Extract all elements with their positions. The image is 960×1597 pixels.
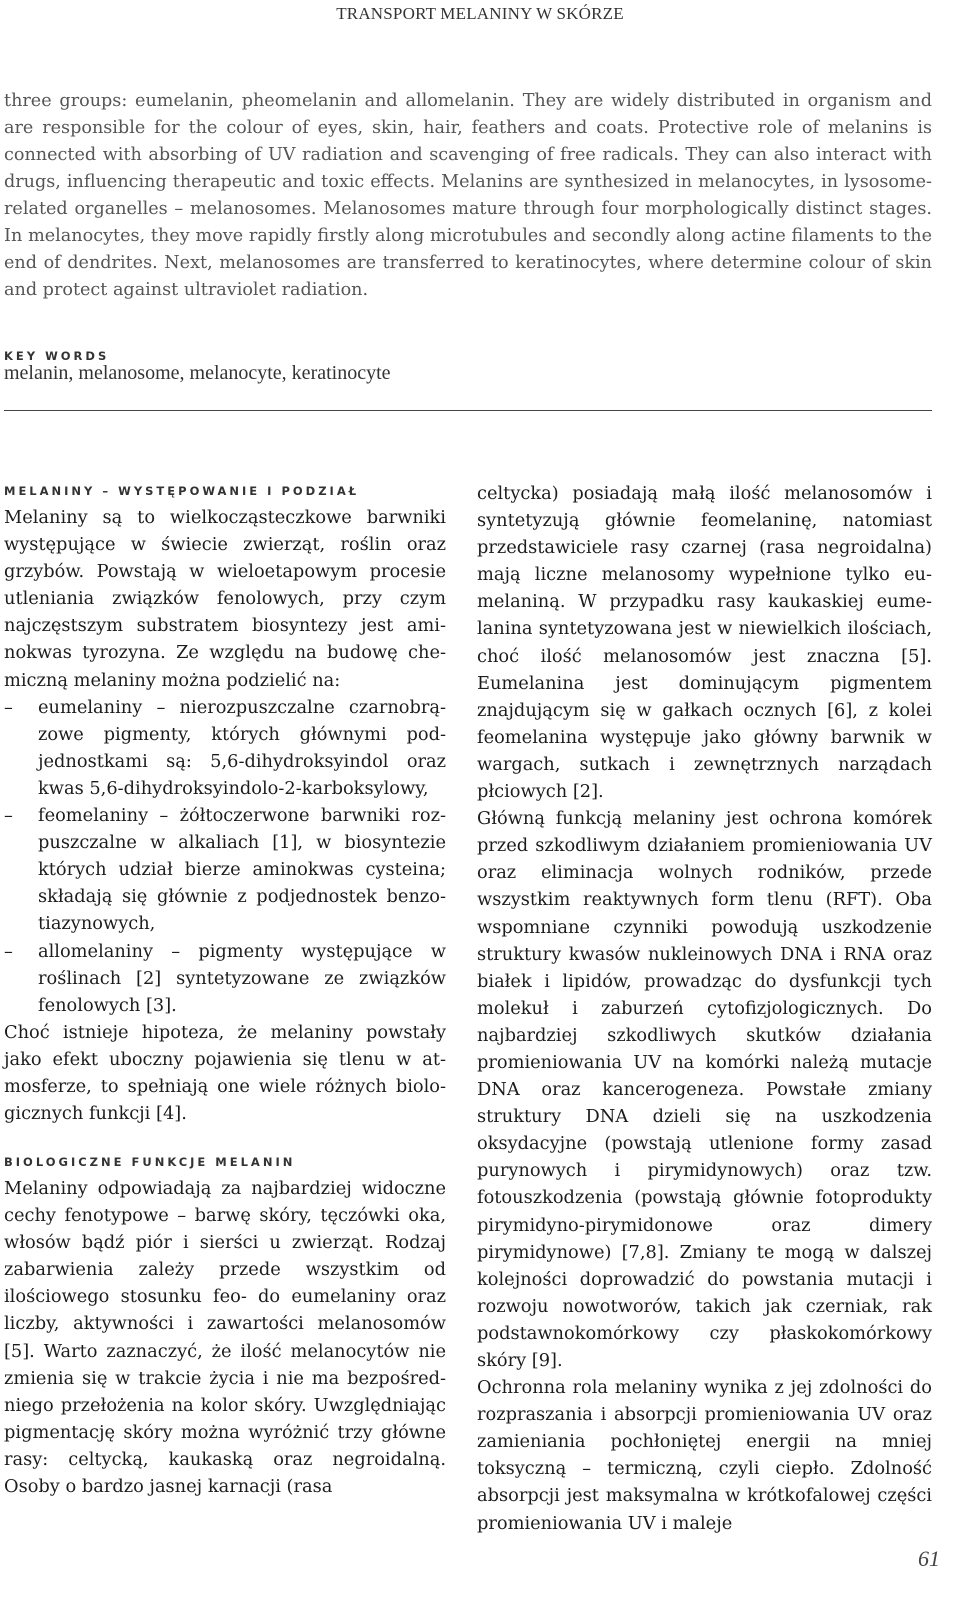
- paragraph: Melaniny odpowiadają za najbardziej widoczne cechy fenotypowe – barwę skóry, tęczówki oka, włosów bądź piór i sierści u zwierząt. Rodzaj zabarwienia zależy przede wszystkim od ilościowego stosunku feo- do eumelaniny oraz liczby, aktywności i zawartości melanosomów [5]. Warto zaznaczyć, że ilość melanocytów nie zmienia się w trakcie życia i nie ma bezpośredniego przełożenia na kolor skóry. Uwzględniając pigmentację skóry można wyróżnić trzy główne rasy: celtycką, kaukaską oraz negroidalną. Osoby o bardzo jasnej karnacji (rasa: [4, 1178, 446, 1498]
- paragraph: Główną funkcją melaniny jest ochrona komórek przed szkodliwym działaniem promieniowania UV oraz eliminacja wolnych rodników, przede wszystkim reaktywnych form tlenu (RFT). Oba wspomniane czynniki powodują uszkodzenie struktury kwasów nukleinowych DNA i RNA oraz białek i lipidów, prowadząc do dysfunkcji tych molekuł i zaburzeń cytofizjologicznych. Do najbardziej szkodliwych skutków działania promieniowania UV na komórki należą mutacje DNA oraz kancerogeneza. Powstałe zmiany struktury DNA dzieli się na uszkodzenia oksydacyjne (powstają utlenione formy zasad purynowych i pirymidynowych) oraz tzw. fotouszkodzenia (powstają głównie fotoprodukty pirymidyno-pirymidonowe oraz dimery pirymidynowe) [7,8]. Zmiany te mogą w dalszej kolejności doprowadzić do powstania mutacji i rozwoju nowotworów, takich jak czerniak, rak podstawnokomórkowy czy płaskokomórkowy skóry [9].: [477, 808, 932, 1371]
- list-item-text: feomelaniny – żółtoczerwone barwniki rozpuszczalne w alkaliach [1], w biosyntezie których udział bierze aminokwas cysteina; składają się głównie z podjednostek benzotiazynowych,: [38, 805, 446, 935]
- right-column: [477, 480, 932, 1537]
- list-item: [4, 938, 446, 1019]
- list-item-text: eumelaniny – nierozpuszczalne czarnobrązowe pigmenty, których głównymi podjednostkami są: 5,6-dihydroksyindol oraz kwas 5,6-dihydroksyindolo-2-karboksylowy,: [38, 696, 446, 799]
- paragraph: Melaniny są to wielkocząsteczkowe barwniki występujące w świecie zwierząt, roślin oraz grzybów. Powstają w wieloetapowym procesie utleniania związków fenolowych, przy czym najczęstszym substratem biosyntezy jest aminokwas tyrozyna. Ze względu na budowę chemiczną melaniny można podzielić na:: [4, 507, 446, 691]
- list-dash: –: [4, 805, 13, 827]
- keywords-heading: KEY WORDS: [4, 349, 110, 363]
- paragraph: Choć istnieje hipoteza, że melaniny powstały jako efekt uboczny pojawienia się tlenu w atmosferze, to spełniają one wiele różnych biologicznych funkcji [4].: [4, 1021, 446, 1125]
- left-column-section-2: [4, 1175, 446, 1500]
- abstract-text: three groups: eumelanin, pheomelanin and allomelanin. They are widely distributed in organism and are responsible for the colour of eyes, skin, hair, feathers and coats. Protective role of melanins is connected with absorbing of UV radiation and scavenging of free radicals. They can also interact with drugs, influencing therapeutic and toxic effects. Melanins are synthesized in melanocytes, in lysosome-related organelles – melanosomes. Melanosomes mature through four morphologically distinct stages. In melanocytes, they move rapidly firstly along microtubules and secondly along actine filaments to the end of dendrites. Next, melanosomes are transferred to keratinocytes, where determine colour of skin and protect against ultraviolet radiation.: [4, 91, 932, 300]
- list-dash: –: [4, 696, 13, 718]
- page-number: 61: [918, 1546, 940, 1571]
- list-dash: –: [4, 940, 13, 962]
- list-item: [4, 694, 446, 802]
- running-head: TRANSPORT MELANINY W SKÓRZE: [336, 4, 624, 23]
- paragraph: Ochronna rola melaniny wynika z jej zdolności do rozpraszania i absorpcji promieniowania UV oraz zamieniania pochłoniętej energii na mniej toksyczną – termiczną, czyli ciepło. Zdolność absorpcji jest maksymalna w krótkofalowej części promieniowania UV i maleje: [477, 1377, 932, 1534]
- keywords-text: melanin, melanosome, melanocyte, keratinocyte: [4, 362, 391, 384]
- list-item: [4, 802, 446, 937]
- left-column-section-1: [4, 504, 446, 1127]
- paragraph: celtycka) posiadają małą ilość melanosomów i syntetyzują głównie feomelaninę, natomiast przedstawiciele rasy czarnej (rasa negroidalna) mają liczne melanosomy wypełnione tylko eumelaniną. W przypadku rasy kaukaskiej eumelanina syntetyzowana jest w niewielkich ilościach, choć ilość melanosomów jest znaczna [5]. Eumelanina jest dominującym pigmentem znajdującym się w gałkach ocznych [6], z kolei feomelanina występuje jako główny barwnik w wargach, sutkach i zewnętrznych narządach płciowych [2].: [477, 483, 932, 803]
- section-heading-occurrence: MELANINY – WYSTĘPOWANIE I PODZIAŁ: [4, 484, 360, 498]
- list-item-text: allomelaniny – pigmenty występujące w roślinach [2] syntetyzowane ze związków fenolowych [3].: [38, 940, 446, 1016]
- section-heading-functions: BIOLOGICZNE FUNKCJE MELANIN: [4, 1155, 296, 1169]
- section-divider: [4, 410, 932, 411]
